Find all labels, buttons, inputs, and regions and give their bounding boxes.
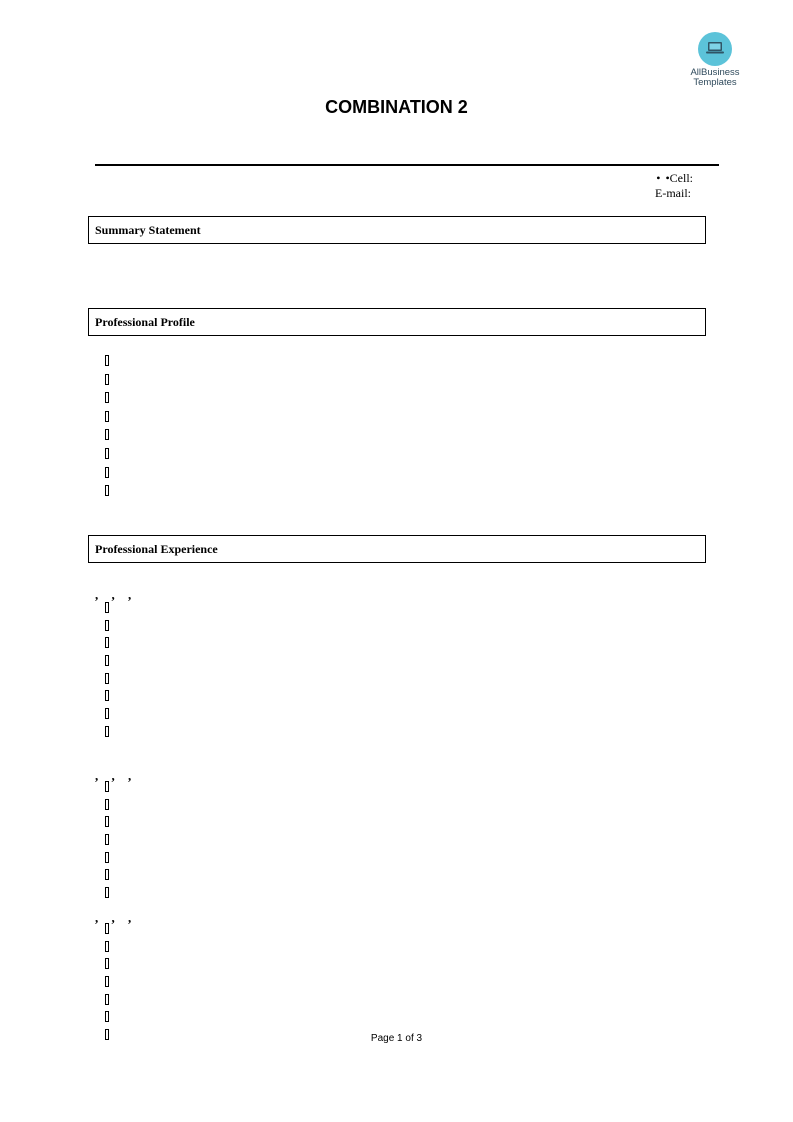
- document-title: COMBINATION 2: [325, 97, 468, 117]
- empty-bullet-box: [105, 620, 109, 631]
- empty-bullet-box: [105, 976, 109, 987]
- empty-bullet-box: [105, 726, 109, 737]
- profile-bullet-list: [105, 355, 109, 504]
- brand-logo: [683, 32, 747, 88]
- empty-bullet-box: [105, 834, 109, 845]
- empty-bullet-box: [105, 958, 109, 969]
- empty-bullet-box: [105, 485, 109, 496]
- empty-bullet-box: [105, 816, 109, 827]
- contact-block: [655, 171, 693, 201]
- job-heading: , , ,: [95, 910, 137, 925]
- empty-bullet-box: [105, 690, 109, 701]
- bullet-icon: •: [656, 171, 661, 185]
- empty-bullet-box: [105, 941, 109, 952]
- empty-bullet-box: [105, 392, 109, 403]
- job-bullet-list: [105, 602, 109, 744]
- empty-bullet-box: [105, 852, 109, 863]
- logo-text: [683, 68, 747, 88]
- empty-bullet-box: [105, 429, 109, 440]
- empty-bullet-box: [105, 799, 109, 810]
- page-footer: Page 1 of 3: [370, 1033, 423, 1044]
- empty-bullet-box: [105, 708, 109, 719]
- logo-text-line2: Templates: [693, 77, 737, 88]
- email-label: E-mail:: [655, 186, 691, 200]
- logo-badge: [698, 32, 732, 66]
- empty-bullet-box: [105, 448, 109, 459]
- contact-cell-line: [655, 171, 693, 186]
- section-summary: Summary Statement: [88, 216, 706, 244]
- empty-bullet-box: [105, 655, 109, 666]
- empty-bullet-box: [105, 994, 109, 1005]
- section-experience: Professional Experience: [88, 535, 706, 563]
- job-bullet-list: [105, 781, 109, 905]
- laptop-icon: [705, 40, 725, 56]
- empty-bullet-box: [105, 355, 109, 366]
- job-heading: , , ,: [95, 587, 137, 602]
- empty-bullet-box: [105, 374, 109, 385]
- empty-bullet-box: [105, 887, 109, 898]
- empty-bullet-box: [105, 673, 109, 684]
- job-bullet-list: [105, 923, 109, 1047]
- empty-bullet-box: [105, 411, 109, 422]
- empty-bullet-box: [105, 637, 109, 648]
- cell-label: •Cell:: [665, 171, 693, 185]
- empty-bullet-box: [105, 869, 109, 880]
- empty-bullet-box: [105, 467, 109, 478]
- section-profile: Professional Profile: [88, 308, 706, 336]
- logo-text-line1: AllBusiness: [690, 67, 740, 78]
- empty-bullet-box: [105, 781, 109, 792]
- job-heading: , , ,: [95, 768, 137, 783]
- empty-bullet-box: [105, 602, 109, 613]
- empty-bullet-box: [105, 923, 109, 934]
- header-rule: [95, 164, 719, 166]
- empty-bullet-box: [105, 1011, 109, 1022]
